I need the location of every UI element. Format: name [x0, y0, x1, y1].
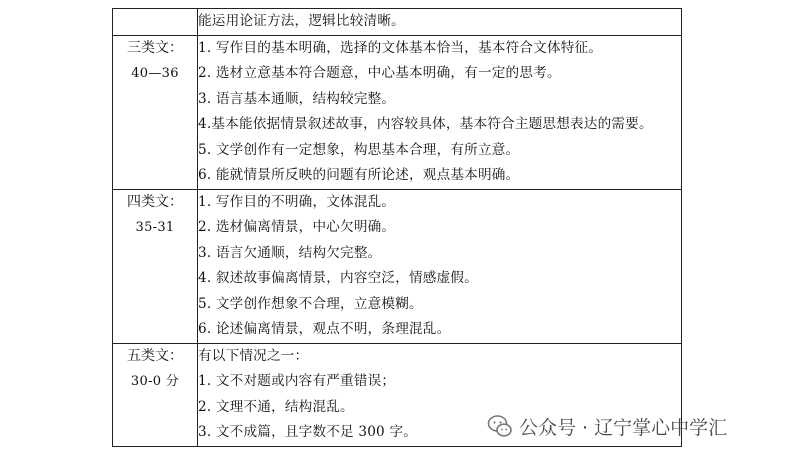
score-range: 40—36 — [131, 66, 179, 81]
table-row — [113, 9, 682, 36]
criteria-cell — [198, 189, 682, 343]
criteria-line: 1. 文不对题或内容有严重错误； — [198, 373, 396, 389]
criteria-line: 4.基本能依据情景叙述故事，内容较具体，基本符合主题思想表达的需要。 — [198, 116, 653, 132]
table-row — [113, 189, 682, 343]
grade-name: 五类文： — [127, 347, 183, 364]
criteria-line: 2. 选材偏离情景，中心欠明确。 — [198, 219, 396, 235]
criteria-line: 5. 文学创作有一定想象，构思基本合理，有所立意。 — [198, 141, 520, 158]
grade-name: 三类文： — [127, 39, 183, 56]
grade-cell — [113, 343, 198, 446]
criteria-line: 1. 写作目的不明确，文体混乱。 — [198, 193, 396, 210]
criteria-line: 3. 语言基本通顺，结构较完整。 — [198, 90, 396, 107]
criteria-line: 3. 语言欠通顺，结构欠完整。 — [198, 244, 382, 261]
criteria-line: 6. 论述偏离情景，观点不明，条理混乱。 — [198, 321, 451, 337]
criteria-line: 5. 文学创作想象不合理，立意模糊。 — [198, 295, 423, 312]
grade-cell — [113, 9, 198, 36]
grade-cell — [113, 189, 198, 343]
criteria-cell — [198, 35, 682, 189]
criteria-line: 3. 文不成篇，且字数不足 300 字。 — [198, 424, 418, 440]
score-range: 35-31 — [135, 220, 175, 235]
criteria-line: 2. 选材立意基本符合题意，中心基本明确，有一定的思考。 — [198, 65, 561, 81]
wechat-icon — [487, 413, 513, 439]
criteria-line: 6. 能就情景所反映的问题有所论述，观点基本明确。 — [198, 167, 520, 183]
grade-name: 四类文： — [127, 193, 183, 210]
criteria-cell — [198, 9, 682, 36]
watermark-text: 公众号 · 辽宁掌心中学汇 — [519, 416, 728, 439]
grading-table — [112, 8, 682, 447]
criteria-line: 4. 叙述故事偏离情景，内容空泛，情感虚假。 — [198, 270, 478, 286]
criteria-line: 1. 写作目的基本明确，选择的文体基本恰当，基本符合文体特征。 — [198, 39, 603, 56]
grade-cell — [113, 35, 198, 189]
criteria-line: 有以下情况之一： — [198, 347, 309, 364]
criteria-line: 2. 文理不通，结构混乱。 — [198, 398, 354, 415]
table-row — [113, 35, 682, 189]
criteria-line: 能运用论证方法，逻辑比较清晰。 — [198, 13, 405, 29]
watermark — [487, 412, 727, 440]
score-range: 30-0 分 — [130, 374, 180, 389]
